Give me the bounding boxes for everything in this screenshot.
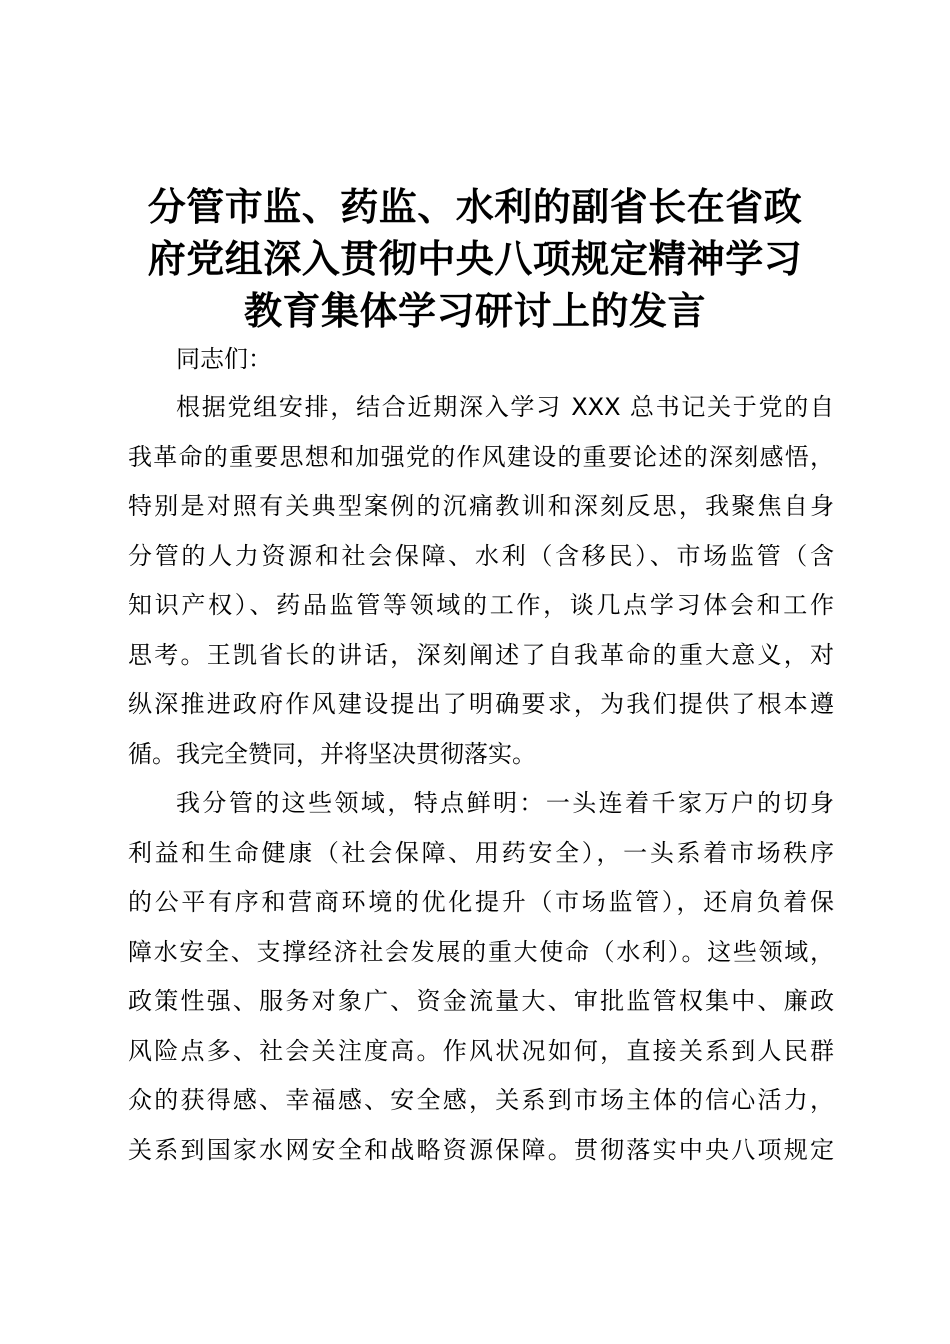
paragraph-line: 关系到国家水网安全和战略资源保障。贯彻落实中央八项规定 (128, 1135, 834, 1164)
paragraph-line: 知识产权）、药品监管等领域的工作，谈几点学习体会和工作 (128, 591, 834, 619)
paragraph-line: 思考。王凯省长的讲话，深刻阐述了自我革命的重大意义，对 (128, 640, 834, 669)
title-line: 教育集体学习研讨上的发言 (243, 288, 706, 333)
paragraph-line: 分管的人力资源和社会保障、水利（含移民）、市场监管（含 (128, 541, 834, 570)
paragraph-line: 根据党组安排，结合近期深入学习 XXX 总书记关于党的自 (176, 393, 834, 421)
paragraph-line: 政策性强、服务对象广、资金流量大、审批监管权集中、廉政 (128, 987, 834, 1015)
paragraph-line: 众的获得感、幸福感、安全感，关系到市场主体的信心活力， (128, 1086, 834, 1114)
paragraph-line: 障水安全、支撑经济社会发展的重大使命（水利）。这些领域， (128, 937, 834, 966)
paragraph-line: 循。我完全赞同，并将坚决贯彻落实。 (128, 739, 536, 768)
title-line: 分管市监、药监、水利的副省长在省政 (147, 184, 803, 229)
paragraph-2 (128, 779, 834, 1175)
paragraph-1 (128, 383, 834, 779)
paragraph-line: 风险点多、社会关注度高。作风状况如何，直接关系到人民群 (128, 1036, 834, 1065)
paragraph-line: 纵深推进政府作风建设提出了明确要求，为我们提供了根本遵 (128, 690, 834, 718)
salutation-text: 同志们： (176, 345, 272, 373)
paragraph-line: 特别是对照有关典型案例的沉痛教训和深刻反思，我聚焦自身 (128, 492, 834, 520)
paragraph-line: 我革命的重要思想和加强党的作风建设的重要论述的深刻感悟， (128, 442, 834, 471)
paragraph-line: 的公平有序和营商环境的优化提升（市场监管），还肩负着保 (128, 888, 834, 916)
title-line: 府党组深入贯彻中央八项规定精神学习 (147, 236, 803, 281)
paragraph-line: 利益和生命健康（社会保障、用药安全），一头系着市场秩序 (128, 838, 834, 867)
paragraph-line: 我分管的这些领域，特点鲜明：一头连着千家万户的切身 (176, 789, 834, 817)
document-title (118, 181, 832, 337)
salutation (128, 335, 834, 385)
